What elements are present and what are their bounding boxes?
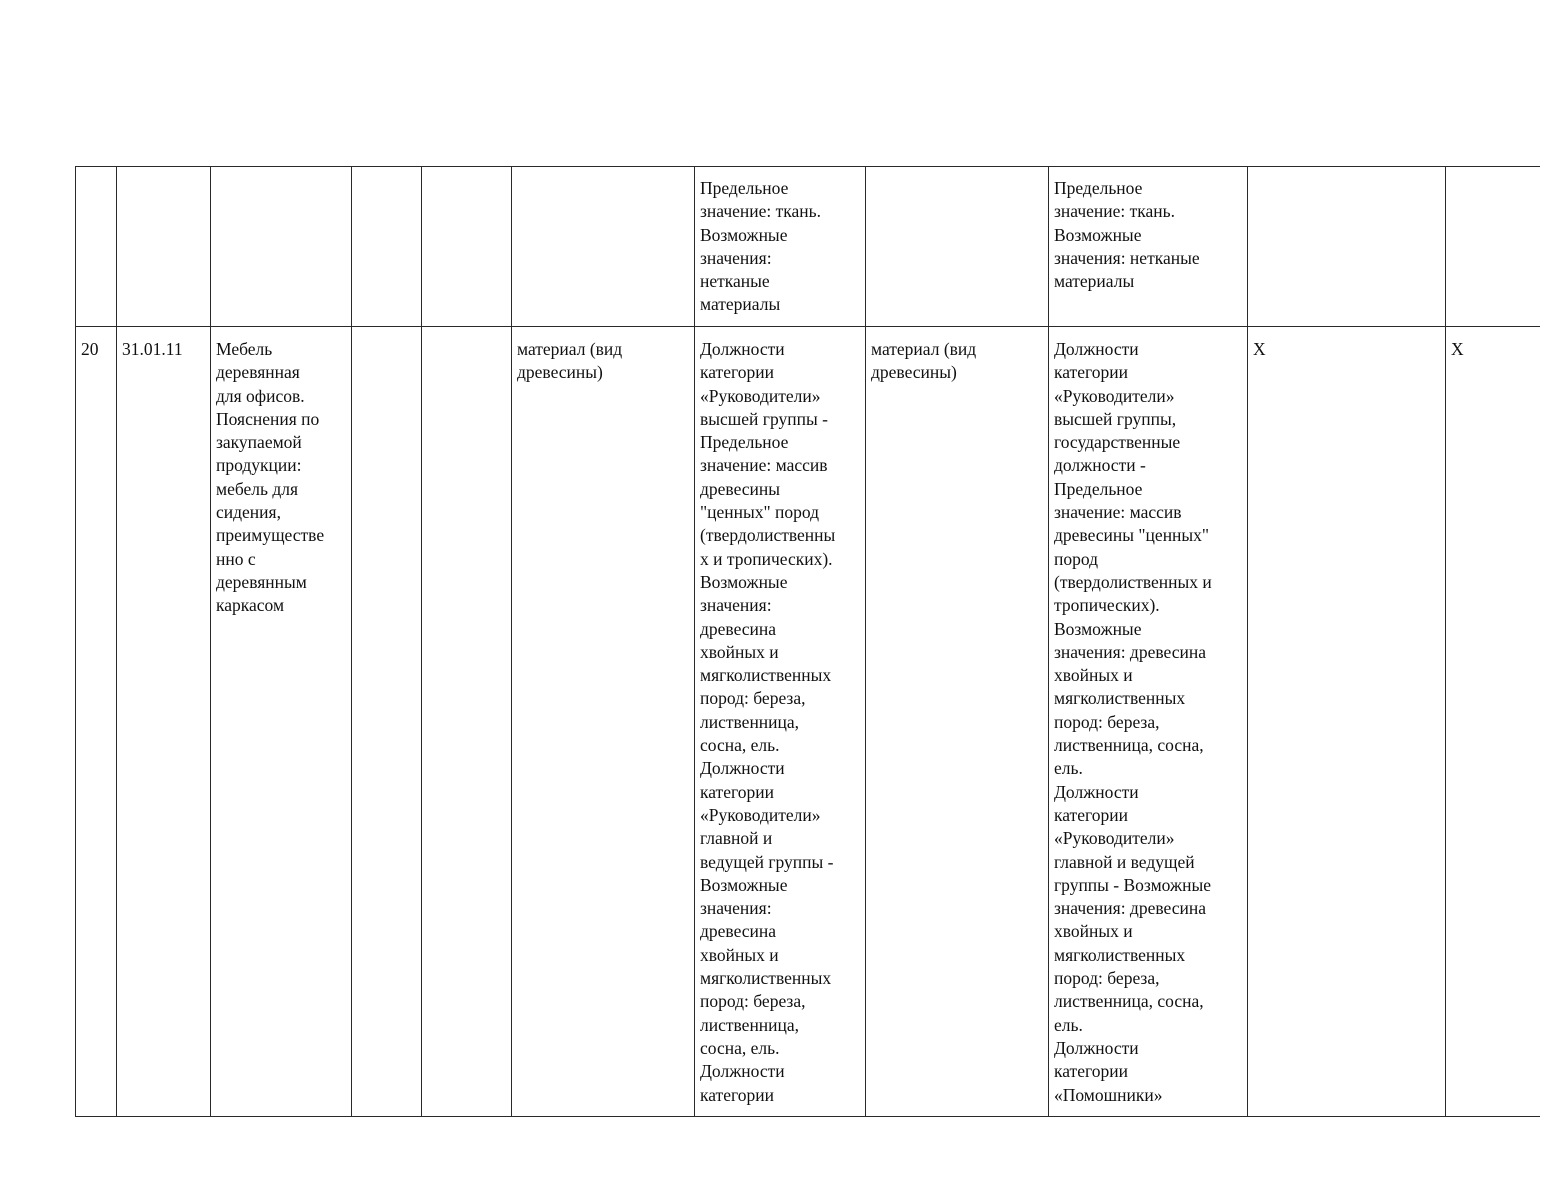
cell-text-line: мягколиственных bbox=[1054, 944, 1186, 965]
cell-text-line: категории bbox=[700, 362, 774, 383]
cell-text-line: высшей группы, bbox=[1054, 408, 1177, 429]
cell-text-line: ель. bbox=[1054, 1014, 1083, 1035]
cell-text-line: «Руководители» bbox=[700, 385, 821, 406]
cell-text-line: лиственница, сосна, bbox=[1054, 991, 1204, 1012]
table-cell bbox=[866, 167, 1049, 327]
cell-text-line: Возможные bbox=[1054, 618, 1142, 639]
cell-text-line: группы - Возможные bbox=[1054, 874, 1211, 895]
cell-text-line: значения: bbox=[700, 595, 772, 616]
cell-text-line: Предельное bbox=[1054, 478, 1143, 499]
table-cell bbox=[1446, 327, 1540, 1117]
table-cell bbox=[76, 167, 117, 327]
cell-text-line: (твердолиственны bbox=[700, 525, 836, 546]
cell-text-line: Предельное bbox=[1054, 178, 1143, 198]
cell-text-line: Должности bbox=[1054, 1037, 1139, 1058]
table-cell bbox=[866, 327, 1049, 1117]
cell-text-line: закупаемой bbox=[216, 432, 302, 453]
table-cell bbox=[211, 167, 352, 327]
cell-text-line: Предельное bbox=[700, 178, 789, 198]
cell-text-line: X bbox=[1451, 339, 1464, 359]
cell-text-line: Должности bbox=[700, 758, 785, 779]
cell-text-line: значение: ткань. bbox=[700, 201, 822, 222]
cell-text-line: категории bbox=[1054, 1061, 1128, 1082]
requirements-table bbox=[75, 166, 1540, 1117]
cell-text-line: "ценных" пород bbox=[700, 502, 820, 523]
cell-text-line: «Руководители» bbox=[1054, 828, 1175, 849]
table-cell bbox=[1446, 167, 1540, 327]
cell-text-line: для офисов. bbox=[216, 385, 305, 406]
cell-text-line: значения: древесина bbox=[1054, 898, 1206, 919]
cell-text-line: значения: нетканые bbox=[1054, 247, 1200, 268]
cell-text-line: материалы bbox=[1054, 271, 1135, 292]
table-cell bbox=[1049, 327, 1248, 1117]
cell-text-line: 31.01.11 bbox=[122, 339, 183, 359]
cell-text-line: Должности bbox=[700, 1061, 785, 1082]
cell-text-line: Должности bbox=[1054, 339, 1139, 359]
table-cell bbox=[117, 167, 211, 327]
cell-text-line: хвойных и bbox=[1054, 665, 1133, 686]
cell-text-line: продукции: bbox=[216, 455, 302, 476]
cell-text-line: пород: береза, bbox=[700, 991, 806, 1012]
cell-text-line: мебель для bbox=[216, 478, 299, 499]
cell-text-line: хвойных и bbox=[1054, 921, 1133, 942]
cell-text-line: древесина bbox=[700, 618, 777, 639]
cell-text-line: значение: массив bbox=[1054, 502, 1182, 523]
cell-text-line: Должности bbox=[700, 339, 785, 359]
table-cell bbox=[512, 167, 695, 327]
cell-text-line: пород bbox=[1054, 548, 1099, 569]
table-cell bbox=[1248, 327, 1446, 1117]
cell-text-line: Возможные bbox=[700, 571, 788, 592]
table-cell bbox=[1049, 167, 1248, 327]
cell-text-line: сосна, ель. bbox=[700, 735, 780, 756]
cell-text-line: хвойных и bbox=[700, 641, 779, 662]
cell-text-line: материалы bbox=[700, 294, 781, 315]
table-cell bbox=[117, 327, 211, 1117]
cell-text-line: древесина bbox=[700, 921, 777, 942]
cell-text-line: ель. bbox=[1054, 758, 1083, 779]
cell-text-line: «Руководители» bbox=[1054, 385, 1175, 406]
cell-text-line: мягколиственных bbox=[700, 968, 832, 989]
cell-text-line: деревянная bbox=[216, 362, 300, 383]
cell-text-line: каркасом bbox=[216, 595, 285, 616]
cell-text-line: (твердолиственных и bbox=[1054, 571, 1212, 592]
cell-text-line: мягколиственных bbox=[700, 665, 832, 686]
cell-text-line: Пояснения по bbox=[216, 408, 320, 429]
table-cell bbox=[695, 327, 866, 1117]
cell-text-line: древесины) bbox=[517, 362, 603, 383]
cell-text-line: сосна, ель. bbox=[700, 1037, 780, 1058]
table-row bbox=[76, 327, 1540, 1117]
cell-text-line: Мебель bbox=[216, 339, 273, 359]
cell-text-line: главной и bbox=[700, 828, 773, 849]
cell-text-line: мягколиственных bbox=[1054, 688, 1186, 709]
table-cell bbox=[422, 167, 512, 327]
cell-text-line: х и тропических). bbox=[700, 548, 833, 569]
cell-text-line: хвойных и bbox=[700, 944, 779, 965]
table-cell bbox=[695, 167, 866, 327]
table-cell bbox=[76, 327, 117, 1117]
cell-text-line: 20 bbox=[81, 339, 99, 359]
cell-text-line: пород: береза, bbox=[700, 688, 806, 709]
table-cell bbox=[352, 327, 422, 1117]
cell-text-line: государственные bbox=[1054, 432, 1181, 453]
cell-text-line: Предельное bbox=[700, 432, 789, 453]
cell-text-line: лиственница, bbox=[700, 711, 800, 732]
cell-text-line: главной и ведущей bbox=[1054, 851, 1195, 872]
table-cell bbox=[422, 327, 512, 1117]
cell-text-line: лиственница, сосна, bbox=[1054, 735, 1204, 756]
cell-text-line: X bbox=[1253, 339, 1266, 359]
table-cell bbox=[211, 327, 352, 1117]
cell-text-line: пород: береза, bbox=[1054, 711, 1160, 732]
cell-text-line: материал (вид bbox=[517, 339, 623, 359]
cell-text-line: сидения, bbox=[216, 502, 281, 523]
cell-text-line: значение: массив bbox=[700, 455, 828, 476]
cell-text-line: деревянным bbox=[216, 571, 307, 592]
cell-text-line: высшей группы - bbox=[700, 408, 828, 429]
cell-text-line: тропических). bbox=[1054, 595, 1160, 616]
cell-text-line: категории bbox=[700, 1084, 774, 1105]
cell-text-line: материал (вид bbox=[871, 339, 977, 359]
table-cell bbox=[1248, 167, 1446, 327]
cell-text-line: значения: bbox=[700, 247, 772, 268]
cell-text-line: Возможные bbox=[1054, 224, 1142, 245]
cell-text-line: нно с bbox=[216, 548, 256, 569]
cell-text-line: категории bbox=[1054, 362, 1128, 383]
cell-text-line: «Помошники» bbox=[1054, 1084, 1163, 1105]
cell-text-line: древесины "ценных" bbox=[1054, 525, 1210, 546]
cell-text-line: ведущей группы - bbox=[700, 851, 834, 872]
table-row bbox=[76, 167, 1540, 327]
cell-text-line: нетканые bbox=[700, 271, 770, 292]
cell-text-line: лиственница, bbox=[700, 1014, 800, 1035]
cell-text-line: должности - bbox=[1054, 455, 1146, 476]
cell-text-line: древесины bbox=[700, 478, 781, 499]
cell-text-line: значения: bbox=[700, 898, 772, 919]
table-cell bbox=[512, 327, 695, 1117]
cell-text-line: категории bbox=[700, 781, 774, 802]
cell-text-line: Должности bbox=[1054, 781, 1139, 802]
cell-text-line: значение: ткань. bbox=[1054, 201, 1176, 222]
cell-text-line: преимуществе bbox=[216, 525, 325, 546]
cell-text-line: Возможные bbox=[700, 874, 788, 895]
table-cell bbox=[352, 167, 422, 327]
cell-text-line: пород: береза, bbox=[1054, 968, 1160, 989]
cell-text-line: Возможные bbox=[700, 224, 788, 245]
cell-text-line: древесины) bbox=[871, 362, 957, 383]
cell-text-line: значения: древесина bbox=[1054, 641, 1206, 662]
cell-text-line: «Руководители» bbox=[700, 804, 821, 825]
cell-text-line: категории bbox=[1054, 804, 1128, 825]
